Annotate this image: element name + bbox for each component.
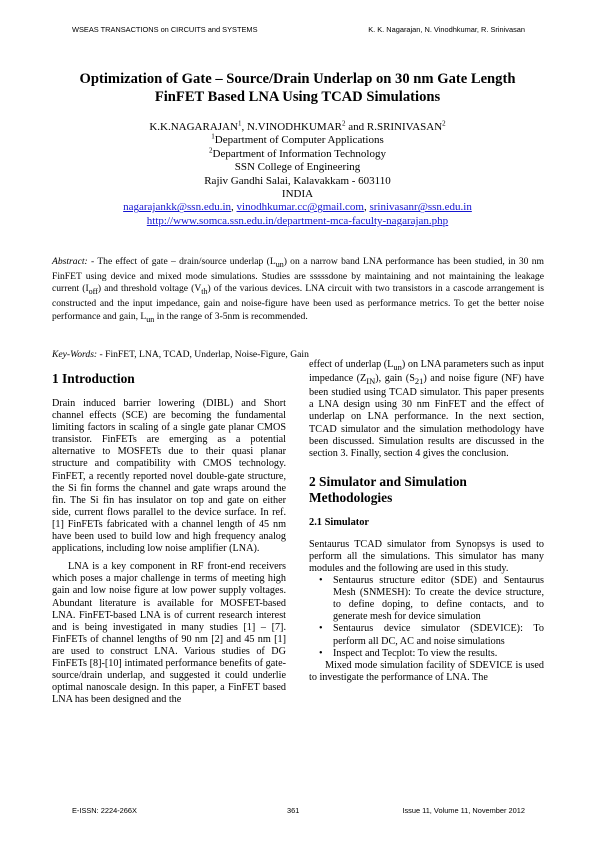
list-item: • Sentaurus device simulator (SDEVICE): To perform all DC, AC and noise simulations xyxy=(319,623,544,647)
bullet-icon: • xyxy=(319,623,323,635)
intro-paragraph-1: Drain induced barrier lowering (DIBL) and Short channel effects (SCE) are becoming the fundamental limiting factors in scaling of a single gate planar CMOS transistor. FinFETs are emerging as a potential alternative to MOSFETs due to their quasi planar structure and compatibility with CMOS technology. FinFET, a recently reported novel double-gate structure, the Si fin forms the channel and gate wraps around the fin. The Si fin has insulator on top and gate on either side, current flows parallel to the device surface. In ref. [1] FinFETs fabricated with a channel length of 45 nm have been used to build low and high frequency analog applications, including low noise amplifier (LNA). xyxy=(52,398,286,555)
running-header xyxy=(72,25,525,37)
left-column xyxy=(52,371,286,706)
bullet-icon: • xyxy=(319,575,323,587)
journal-name: WSEAS TRANSACTIONS on CIRCUITS and SYSTEMS xyxy=(72,25,258,34)
intro-continuation: effect of underlap $(L_{un})$ on LNA parameters such as input impedance $(Z_{IN})$, gain $(S_{21})$ and noise figure (NF) have been studied using TCAD simulator. This paper presents a LNA design using 30 nm FinFET and the effect of underlap on LNA performance. In the next section, TCAD simulator and the simulation methodology have been discussed. Simulation results are discussed in the section 3. Finally, section 4 gives the conclusion. xyxy=(309,359,544,459)
issn: E-ISSN: 2224-266X xyxy=(72,806,137,815)
title-line-1: Optimization of Gate – Source/Drain Underlap on 30 nm Gate Length xyxy=(79,71,516,87)
author-3-affiliation: 2 xyxy=(442,119,446,128)
header-authors: K. K. Nagarajan, N. Vinodhkumar, R. Srinivasan xyxy=(368,25,525,34)
address: Rajiv Gandhi Salai, Kalavakkam - 603110 xyxy=(204,174,391,187)
subsection-2-1-heading: 2.1 Simulator xyxy=(309,516,370,528)
list-item: • Sentaurus structure editor (SDE) and Sentaurus Mesh (SNMESH): To create the device structure, to define doping, to define contacts, and to generate mesh for device simulation xyxy=(319,575,544,623)
department-2: $^2$Department of Information Technology xyxy=(209,146,386,160)
intro-paragraph-2: LNA is a key component in RF front-end receivers which poses a major challenge in terms of meeting high gain and low noise figure at low power supply voltages. Abundant literature is available for MOSFET-based LNA. FinFET-based LNA is of current research interest and is being investigated in many studies [1] – [7]. FinFETs of channel lengths of 90 nm [2] and 45 nm [1] are used to construct LNA. Various studies of DG FinFETs [8]-[10] intimated performance benefits of gate-source/drain underlap, and suggested it could underlie optimal nanoscale design. In this paper, a FinFET based LNA has been designed and the xyxy=(52,561,286,706)
url-line xyxy=(50,215,545,228)
simulator-paragraph: Sentaurus TCAD simulator from Synopsys is used to perform all the simulations. This simulator has many modules and the following are used in this study. xyxy=(309,538,544,574)
email-link-2[interactable]: vinodhkumar.cc@gmail.com xyxy=(236,201,364,214)
email-link-1[interactable]: nagarajankk@ssn.edu.in xyxy=(123,201,232,214)
country: INDIA xyxy=(281,188,314,201)
simulator-modules-list xyxy=(309,575,544,660)
list-item: • Inspect and Tecplot: To view the results. xyxy=(319,647,498,659)
faculty-url-link[interactable]: http://www.somca.ssn.edu.in/department-mca-faculty-nagarajan.php xyxy=(146,214,449,227)
department-1: $^1$Department of Computer Applications xyxy=(211,132,384,147)
bullet-icon: • xyxy=(319,647,323,659)
author-3: and R.SRINIVASAN xyxy=(345,121,443,133)
author-2-affiliation: 2 xyxy=(341,119,346,128)
mixed-mode-paragraph: Mixed mode simulation facility of SDEVICE is used to investigate the performance of LNA. The xyxy=(309,659,544,683)
author-names xyxy=(50,121,545,134)
paper-title xyxy=(50,70,545,106)
author-1: K.K.NAGARAJAN xyxy=(149,121,238,133)
author-1-affiliation: 1 xyxy=(237,119,242,128)
page-footer xyxy=(72,806,525,818)
title-line-2: FinFET Based LNA Using TCAD Simulations xyxy=(154,89,441,105)
keywords: Key-Words: - FinFET, LNA, TCAD, Underlap, Noise-Figure, Gain xyxy=(52,349,309,360)
issue-info: Issue 11, Volume 11, November 2012 xyxy=(402,806,525,815)
page-number: 361 xyxy=(287,806,300,815)
right-column xyxy=(309,359,544,684)
section-2-heading: 2 Simulator and Simulation Methodologies xyxy=(309,473,467,505)
author-2: , N.VINODHKUMAR xyxy=(241,121,342,133)
author-block xyxy=(50,121,545,228)
email-link-3[interactable]: srinivasanr@ssn.edu.in xyxy=(369,201,472,214)
keywords-label: Key-Words: xyxy=(52,349,98,360)
abstract: Abstract: - The effect of gate – drain/source underlap $(L_{un})$ on a narrow band LNA performance has been studied, in 30 nm FinFET using device and mixed mode simulations. Studies are sssssdone by maintaining and not maintaining the leakage current $(I_{off})$ and threshold voltage $(V_{th})$ of the various devices. LNA circuit with two transistors in a cascode arrangement is constructed and the input impedance, gain and noise-figure have been used as performance metrics. To get the better noise performance and gain, $L_{un}$ in the range of 3-5nm is recommended. xyxy=(52,256,544,324)
email-line: nagarajankk@ssn.edu.in, vinodhkumar.cc@gmail.com, srinivasanr@ssn.edu.in xyxy=(123,201,472,214)
abstract-label: Abstract: xyxy=(52,256,88,267)
college: SSN College of Engineering xyxy=(234,161,361,174)
section-1-heading: 1 Introduction xyxy=(52,371,135,386)
